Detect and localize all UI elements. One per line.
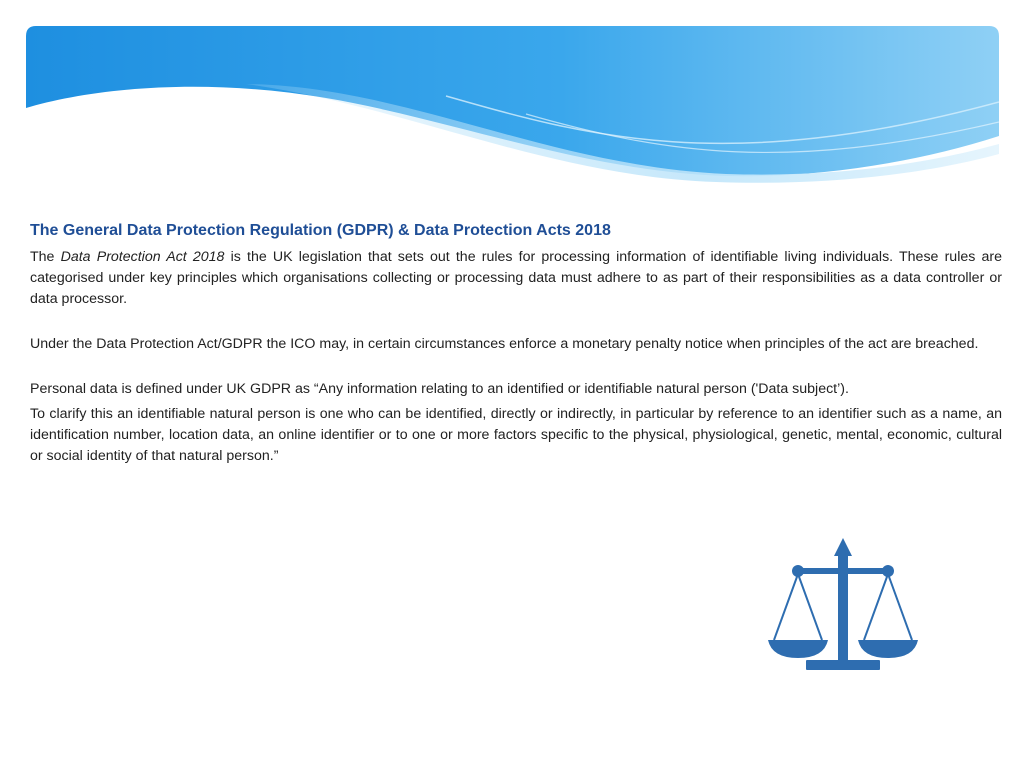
document-body (30, 220, 1002, 467)
paragraph-clarification: To clarify this an identifiable natural person is one who can be identified, directly or indirectly, in particular by reference to an identifier such as a name, an identification number, location data, an online identifier or to one or more factors specific to the physical, physiological, genetic, mental, economic, cultural or social identity of that natural person.” (30, 406, 1002, 464)
act-name: Data Protection Act 2018 (60, 249, 225, 265)
scales-illustration (766, 536, 920, 672)
page-title: The General Data Protection Regulation (GDPR) & Data Protection Acts 2018 (30, 222, 611, 239)
intro-rest: is the UK legislation that sets out the rules for processing information of identifiable living individuals. These rules are categorised under key principles which organisations collecting or processing data must adhere to as part of their responsibilities as a data controller or data processor. (30, 249, 1002, 307)
paragraph-definition: Personal data is defined under UK GDPR as “Any information relating to an identified or identifiable natural person ('Data subject’). (30, 381, 849, 397)
scales-of-justice-icon (766, 536, 920, 672)
header-banner (26, 26, 999, 186)
paragraph-intro (30, 247, 1002, 310)
intro-prefix: The (30, 249, 61, 265)
paragraph-ico: Under the Data Protection Act/GDPR the ICO may, in certain circumstances enforce a monetary penalty notice when principles of the act are breached. (30, 336, 979, 352)
wave-banner-icon (26, 26, 999, 186)
